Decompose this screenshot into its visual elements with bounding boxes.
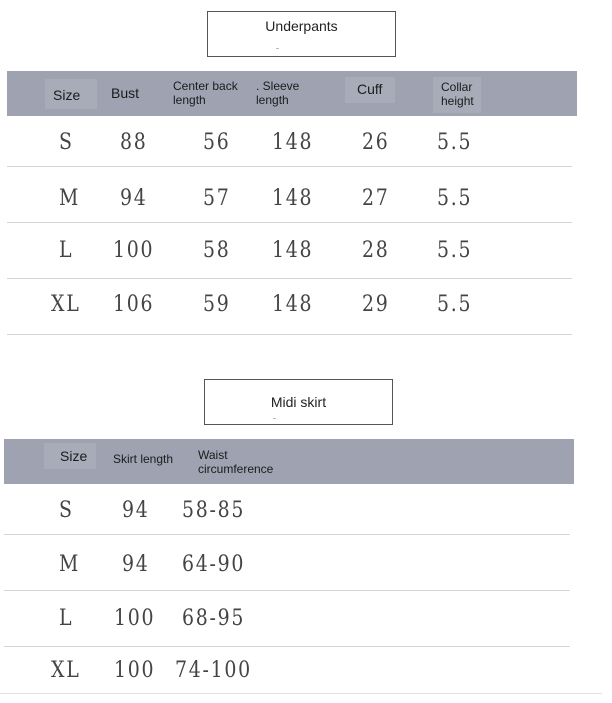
waist-circumference-cell: 68-95 — [182, 606, 246, 631]
table-row — [7, 166, 572, 223]
sleeve-length-cell: 148 — [272, 130, 314, 155]
collar-height-cell: 5.5 — [437, 130, 473, 155]
size-cell: L — [59, 606, 74, 631]
size-cell: M — [59, 552, 81, 577]
collar-height-cell: 5.5 — [437, 238, 473, 263]
bust-cell: 88 — [120, 130, 148, 155]
column-header-sleeve-length: . Sleeve length — [256, 79, 300, 108]
table-row — [4, 484, 570, 535]
size-cell: S — [59, 498, 74, 523]
size-cell: XL — [51, 658, 81, 683]
table-row — [7, 222, 572, 279]
bottom-divider — [0, 693, 602, 694]
table-row — [4, 646, 570, 692]
size-cell: M — [59, 186, 81, 211]
underpants-header-bar — [7, 71, 577, 116]
skirt-length-cell: 94 — [122, 498, 150, 523]
waist-circumference-cell: 64-90 — [182, 552, 246, 577]
waist-circumference-cell: 58-85 — [182, 498, 246, 523]
skirt-length-cell: 94 — [122, 552, 150, 577]
size-cell: S — [59, 130, 74, 155]
center-back-length-cell: 59 — [203, 292, 231, 317]
size-cell: XL — [51, 292, 81, 317]
table-title: Underpants — [265, 18, 338, 34]
column-header-skirt-length: Skirt length — [113, 452, 174, 466]
table-row — [7, 116, 572, 167]
waist-circumference-cell: 74-100 — [175, 658, 252, 683]
column-header-bust: Bust — [111, 85, 140, 101]
column-header-collar-height: Collar height — [441, 80, 474, 109]
column-header-size: Size — [60, 448, 88, 464]
skirt-length-cell: 100 — [114, 658, 156, 683]
sleeve-length-cell: 148 — [272, 186, 314, 211]
midi-skirt-title-box — [204, 379, 393, 425]
table-row — [7, 278, 572, 335]
table-title: Midi skirt — [270, 394, 327, 410]
cuff-cell: 29 — [362, 292, 390, 317]
cuff-cell: 27 — [362, 186, 390, 211]
cuff-cell: 28 — [362, 238, 390, 263]
bust-cell: 100 — [113, 238, 155, 263]
table-row — [4, 590, 570, 647]
sleeve-length-cell: 148 — [272, 292, 314, 317]
underpants-title-box — [207, 11, 396, 57]
center-back-length-cell: 56 — [203, 130, 231, 155]
bust-cell: 94 — [120, 186, 148, 211]
column-header-size: Size — [53, 87, 81, 103]
size-cell: L — [59, 238, 74, 263]
column-header-center-back-length: Center back length — [173, 79, 238, 108]
cuff-cell: 26 — [362, 130, 390, 155]
center-back-length-cell: 58 — [203, 238, 231, 263]
midi-skirt-header-bar — [4, 439, 574, 484]
column-header-waist-circumference: Waist circumference — [198, 448, 274, 477]
bust-cell: 106 — [113, 292, 155, 317]
column-header-cuff: Cuff — [357, 81, 383, 97]
center-back-length-cell: 57 — [203, 186, 231, 211]
skirt-length-cell: 100 — [114, 606, 156, 631]
table-row — [4, 534, 570, 591]
collar-height-cell: 5.5 — [437, 186, 473, 211]
collar-height-cell: 5.5 — [437, 292, 473, 317]
sleeve-length-cell: 148 — [272, 238, 314, 263]
